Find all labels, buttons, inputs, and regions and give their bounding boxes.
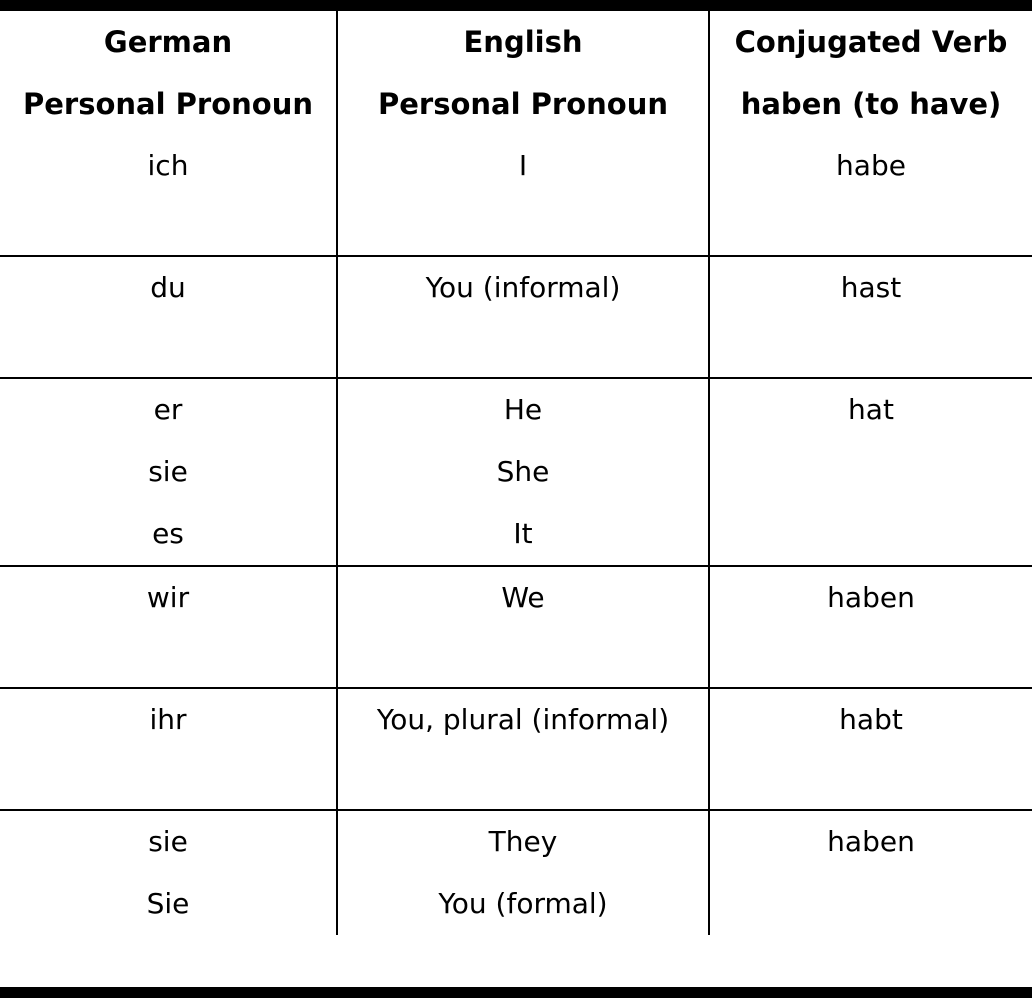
text-line: haben	[827, 825, 915, 858]
header-line-2: Personal Pronoun	[378, 87, 668, 121]
cell-english-pronoun	[337, 688, 709, 810]
cell-german-pronoun	[0, 688, 337, 810]
text-line: wir	[146, 581, 190, 614]
cell-german-pronoun	[0, 256, 337, 378]
cell-conjugated-verb	[709, 566, 1032, 688]
column-header-conjugated-verb	[709, 11, 1032, 135]
text-line: hat	[848, 393, 894, 426]
cell-german-pronoun	[0, 566, 337, 688]
text-line: du	[150, 271, 186, 304]
header-line-2: haben (to have)	[740, 87, 1002, 121]
text-line: It	[513, 517, 533, 550]
text-line: You (formal)	[438, 887, 608, 920]
verb-conjugation-table	[0, 11, 1032, 935]
table-row	[0, 688, 1032, 810]
text-line: She	[496, 455, 550, 488]
text-line: sie	[148, 825, 188, 858]
column-header-german-pronoun	[0, 11, 337, 135]
text-line: You, plural (informal)	[376, 703, 670, 736]
table-row	[0, 378, 1032, 566]
cell-conjugated-verb	[709, 256, 1032, 378]
cell-english-pronoun	[337, 566, 709, 688]
top-rule	[0, 0, 1032, 11]
cell-conjugated-verb	[709, 688, 1032, 810]
text-line: er	[153, 393, 183, 426]
table-row	[0, 810, 1032, 935]
cell-german-pronoun	[0, 378, 337, 566]
header-line-1: German	[103, 25, 233, 59]
table-row	[0, 256, 1032, 378]
text-line: He	[503, 393, 543, 426]
text-line: sie	[148, 455, 188, 488]
cell-conjugated-verb	[709, 810, 1032, 935]
header-line-1: Conjugated Verb	[734, 25, 1008, 59]
text-line: I	[518, 149, 528, 182]
cell-english-pronoun	[337, 135, 709, 256]
bottom-rule	[0, 987, 1032, 998]
text-line: ich	[147, 149, 189, 182]
cell-german-pronoun	[0, 135, 337, 256]
cell-conjugated-verb	[709, 378, 1032, 566]
table-row	[0, 135, 1032, 256]
cell-english-pronoun	[337, 810, 709, 935]
cell-conjugated-verb	[709, 135, 1032, 256]
text-line: haben	[827, 581, 915, 614]
text-line: habt	[839, 703, 903, 736]
cell-english-pronoun	[337, 378, 709, 566]
column-header-english-pronoun	[337, 11, 709, 135]
cell-english-pronoun	[337, 256, 709, 378]
cell-german-pronoun	[0, 810, 337, 935]
text-line: Sie	[146, 887, 190, 920]
text-line: They	[488, 825, 558, 858]
text-line: hast	[840, 271, 902, 304]
text-line: habe	[836, 149, 906, 182]
table-row	[0, 566, 1032, 688]
table-header-row	[0, 11, 1032, 135]
header-line-2: Personal Pronoun	[23, 87, 313, 121]
text-line: ihr	[149, 703, 187, 736]
header-line-1: English	[463, 25, 583, 59]
text-line: You (informal)	[425, 271, 621, 304]
text-line: We	[501, 581, 545, 614]
text-line: es	[152, 517, 184, 550]
